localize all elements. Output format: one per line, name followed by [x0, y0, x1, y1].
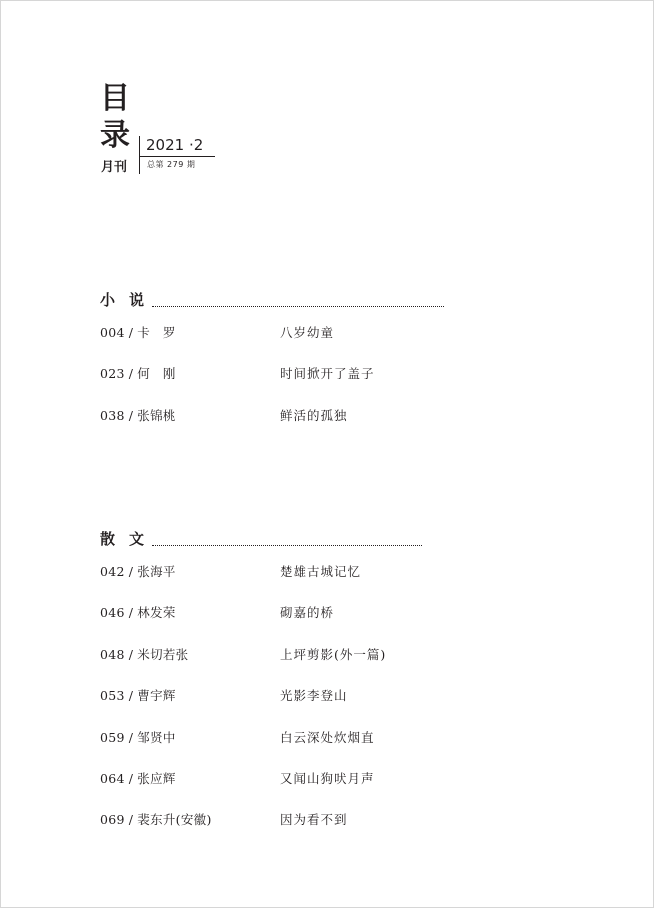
entry-title: 八岁幼童 [280, 325, 335, 340]
entry-separator: / [128, 770, 134, 786]
entry-author: 卡 罗 [137, 325, 176, 340]
toc-title-char-2: 录 [100, 118, 130, 153]
entry-page: 004 [100, 325, 125, 340]
entry-author: 张应辉 [137, 770, 176, 786]
section-dotted-rule [152, 306, 444, 307]
entry-title: 砌嘉的桥 [280, 605, 335, 621]
entry-page: 048 [100, 646, 125, 662]
issue-divider-horizontal [139, 156, 215, 157]
entry-title: 时间掀开了盖子 [280, 366, 375, 382]
entry-author: 张锦桃 [137, 407, 176, 423]
entry-author: 何 刚 [137, 366, 176, 382]
entry-separator: / [128, 366, 134, 382]
entry-separator: / [128, 407, 134, 423]
entry-separator: / [128, 688, 134, 704]
issue-number: 2021 ·2 [146, 136, 204, 154]
entry-author: 张海平 [137, 564, 176, 579]
issue-divider-vertical [139, 136, 140, 174]
entry-page: 064 [100, 770, 125, 786]
entry-separator: / [128, 812, 134, 828]
entry-author: 邹贤中 [137, 729, 176, 745]
entry-page: 053 [100, 688, 125, 704]
entry-title: 光影李登山 [280, 688, 348, 704]
entry-title: 鲜活的孤独 [280, 407, 348, 423]
entry-title: 白云深处炊烟直 [280, 729, 375, 745]
toc-title-char-1: 目 [100, 81, 130, 116]
entry-separator: / [128, 564, 134, 579]
total-issue: 总第 279 期 [147, 160, 196, 169]
entry-title: 因为看不到 [280, 812, 348, 828]
entry-author: 米切若张 [137, 646, 189, 662]
entry-author: 林发荣 [137, 605, 176, 621]
entry-title: 楚雄古城记忆 [280, 564, 362, 579]
entry-page: 038 [100, 407, 125, 423]
entry-title: 又闻山狗吠月声 [280, 770, 375, 786]
entry-title: 上坪剪影(外一篇) [280, 646, 387, 662]
entry-page: 069 [100, 812, 125, 828]
entry-separator: / [128, 325, 134, 340]
entry-separator: / [128, 605, 134, 621]
entry-page: 023 [100, 366, 125, 382]
entry-author: 裴东升(安徽) [137, 812, 212, 828]
entry-separator: / [128, 646, 134, 662]
section-title: 小说 [100, 291, 159, 309]
entry-author: 曹宇辉 [137, 688, 176, 704]
entry-separator: / [128, 729, 134, 745]
entry-page: 042 [100, 564, 125, 579]
entry-page: 059 [100, 729, 125, 745]
section-dotted-rule [152, 545, 422, 546]
section-title: 散文 [100, 530, 159, 548]
entry-page: 046 [100, 605, 125, 621]
toc-subtitle: 月刊 [101, 160, 128, 175]
